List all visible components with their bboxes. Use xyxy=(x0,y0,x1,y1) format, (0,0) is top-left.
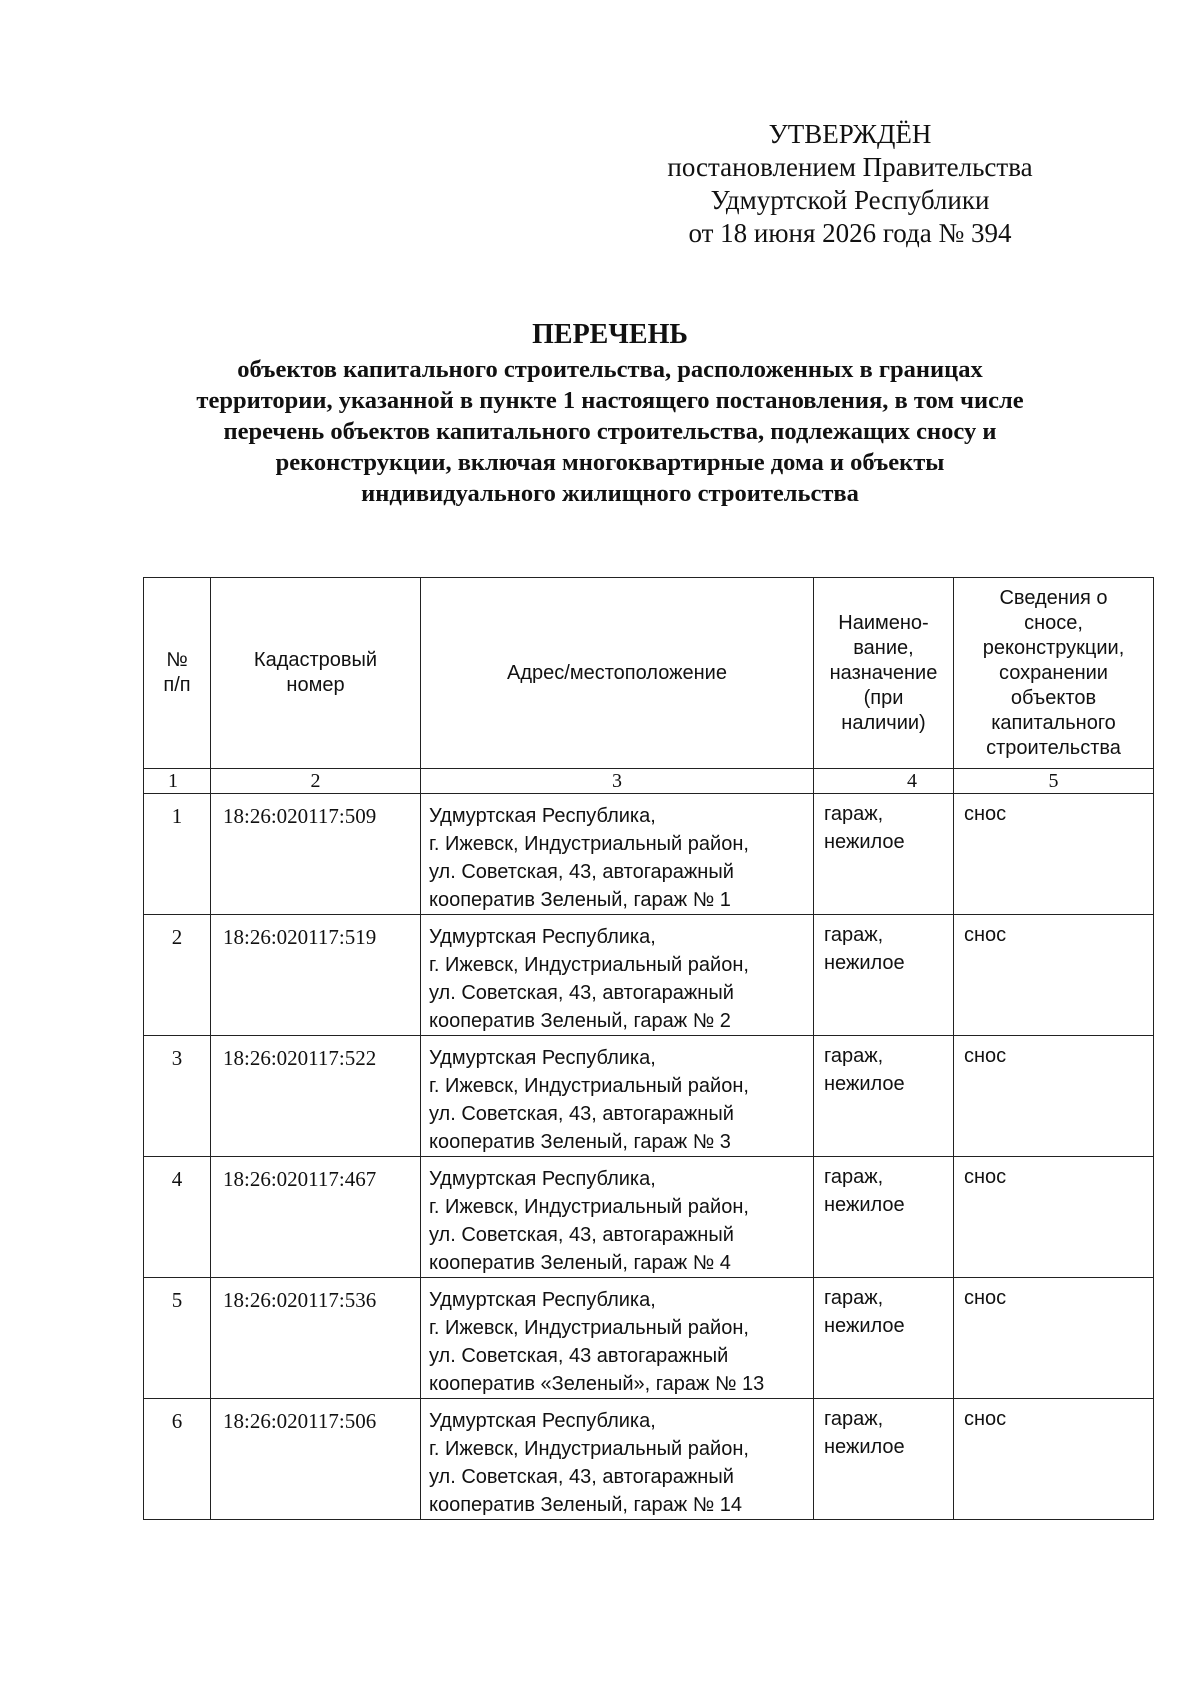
header-line: строительства xyxy=(986,736,1121,759)
address-line: кооператив Зеленый, гараж № 2 xyxy=(429,1010,731,1032)
address-line: Удмуртская Республика, xyxy=(429,1168,656,1190)
address-line: Удмуртская Республика, xyxy=(429,1047,656,1069)
status-cell: снос xyxy=(954,1278,1154,1399)
address-cell xyxy=(421,794,814,915)
address-line: г. Ижевск, Индустриальный район, xyxy=(429,1438,749,1460)
subtitle-line: территории, указанной в пункте 1 настоящего постановления, в том числе xyxy=(196,387,1024,414)
row-number: 1 xyxy=(144,794,211,915)
header-line: № xyxy=(166,649,188,671)
address-line: г. Ижевск, Индустриальный район, xyxy=(429,954,749,976)
kind-line: нежилое xyxy=(824,1194,905,1216)
status-cell: снос xyxy=(954,1036,1154,1157)
document-subtitle xyxy=(140,354,1080,509)
header-line: сносе, xyxy=(1024,611,1083,634)
kind-line: гараж, xyxy=(824,1166,884,1188)
column-number: 2 xyxy=(211,769,421,794)
address-cell xyxy=(421,1399,814,1520)
kind-line: нежилое xyxy=(824,1315,905,1337)
header-line: Адрес/местоположение xyxy=(507,661,727,684)
subtitle-line: реконструкции, включая многоквартирные дома и объекты xyxy=(275,449,945,476)
approval-line-4: от 18 июня 2026 года № 394 xyxy=(688,218,1012,248)
header-status xyxy=(954,578,1154,769)
subtitle-line: перечень объектов капитального строительства, подлежащих сносу и xyxy=(223,418,997,445)
address-cell xyxy=(421,1036,814,1157)
kind-line: гараж, xyxy=(824,1287,884,1309)
object-kind xyxy=(814,794,954,915)
header-line: Сведения о xyxy=(999,586,1108,609)
header-line: реконструкции, xyxy=(982,636,1125,659)
address-line: Удмуртская Республика, xyxy=(429,1410,656,1432)
table-row xyxy=(144,1036,1154,1157)
object-kind xyxy=(814,1278,954,1399)
address-line: г. Ижевск, Индустриальный район, xyxy=(429,833,749,855)
address-line: кооператив Зеленый, гараж № 4 xyxy=(429,1252,731,1274)
object-kind xyxy=(814,915,954,1036)
status-cell: снос xyxy=(954,915,1154,1036)
table-header-row xyxy=(144,578,1154,769)
address-line: г. Ижевск, Индустриальный район, xyxy=(429,1075,749,1097)
address-line: кооператив Зеленый, гараж № 14 xyxy=(429,1494,742,1516)
address-line: ул. Советская, 43, автогаражный xyxy=(429,1103,734,1125)
column-number: 5 xyxy=(954,769,1154,794)
header-line: п/п xyxy=(163,674,191,696)
objects-table xyxy=(143,577,1154,1520)
header-line: наличии) xyxy=(841,711,926,734)
object-kind xyxy=(814,1399,954,1520)
kind-line: нежилое xyxy=(824,1436,905,1458)
address-line: ул. Советская, 43 автогаражный xyxy=(429,1345,729,1367)
kind-line: гараж, xyxy=(824,1045,884,1067)
kind-line: нежилое xyxy=(824,831,905,853)
approval-stamp xyxy=(620,118,1080,250)
address-cell xyxy=(421,915,814,1036)
column-number: 3 xyxy=(421,769,814,794)
approval-line-3: Удмуртской Республики xyxy=(710,185,990,215)
subtitle-line: индивидуального жилищного строительства xyxy=(361,480,859,507)
header-line: Наимено- xyxy=(838,611,929,634)
status-cell: снос xyxy=(954,1399,1154,1520)
header-line: вание, xyxy=(853,636,914,659)
kind-line: гараж, xyxy=(824,924,884,946)
header-line: назначение xyxy=(829,661,938,684)
header-line: (при xyxy=(863,686,904,709)
address-line: Удмуртская Республика, xyxy=(429,805,656,827)
row-number: 5 xyxy=(144,1278,211,1399)
approval-line-1: УТВЕРЖДЁН xyxy=(768,119,932,149)
table-row xyxy=(144,915,1154,1036)
cadastral-number: 18:26:020117:509 xyxy=(211,794,421,915)
table-row xyxy=(144,1278,1154,1399)
kind-line: гараж, xyxy=(824,803,884,825)
status-cell: снос xyxy=(954,1157,1154,1278)
address-line: кооператив «Зеленый», гараж № 13 xyxy=(429,1373,765,1395)
column-number: 1 xyxy=(144,769,211,794)
row-number: 6 xyxy=(144,1399,211,1520)
kind-line: гараж, xyxy=(824,1408,884,1430)
document-title: ПЕРЕЧЕНЬ xyxy=(532,319,688,350)
kind-line: нежилое xyxy=(824,1073,905,1095)
header-line: Кадастровый xyxy=(253,649,378,671)
header-kind xyxy=(814,578,954,769)
table-row xyxy=(144,794,1154,915)
address-line: ул. Советская, 43, автогаражный xyxy=(429,861,734,883)
column-number: 4 xyxy=(814,769,954,794)
cadastral-number: 18:26:020117:519 xyxy=(211,915,421,1036)
address-cell xyxy=(421,1157,814,1278)
address-line: кооператив Зеленый, гараж № 1 xyxy=(429,889,731,911)
cadastral-number: 18:26:020117:522 xyxy=(211,1036,421,1157)
header-line: номер xyxy=(286,674,345,696)
row-number: 3 xyxy=(144,1036,211,1157)
object-kind xyxy=(814,1157,954,1278)
row-number: 4 xyxy=(144,1157,211,1278)
status-cell: снос xyxy=(954,794,1154,915)
header-line: капитального xyxy=(991,711,1116,734)
address-line: ул. Советская, 43, автогаражный xyxy=(429,982,734,1004)
header-line: объектов xyxy=(1010,686,1097,709)
column-number-row xyxy=(144,769,1154,794)
header-cadastral xyxy=(211,578,421,769)
table-row xyxy=(144,1399,1154,1520)
address-line: кооператив Зеленый, гараж № 3 xyxy=(429,1131,731,1153)
cadastral-number: 18:26:020117:467 xyxy=(211,1157,421,1278)
row-number: 2 xyxy=(144,915,211,1036)
header-address xyxy=(421,578,814,769)
subtitle-line: объектов капитального строительства, расположенных в границах xyxy=(237,356,983,383)
address-line: ул. Советская, 43, автогаражный xyxy=(429,1224,734,1246)
document-title-block xyxy=(140,318,1080,509)
address-line: ул. Советская, 43, автогаражный xyxy=(429,1466,734,1488)
address-line: г. Ижевск, Индустриальный район, xyxy=(429,1196,749,1218)
approval-line-2: постановлением Правительства xyxy=(667,152,1033,182)
address-cell xyxy=(421,1278,814,1399)
header-number xyxy=(144,578,211,769)
cadastral-number: 18:26:020117:536 xyxy=(211,1278,421,1399)
address-line: Удмуртская Республика, xyxy=(429,1289,656,1311)
kind-line: нежилое xyxy=(824,952,905,974)
table-row xyxy=(144,1157,1154,1278)
cadastral-number: 18:26:020117:506 xyxy=(211,1399,421,1520)
object-kind xyxy=(814,1036,954,1157)
table-body xyxy=(144,794,1154,1520)
address-line: Удмуртская Республика, xyxy=(429,926,656,948)
header-line: сохранении xyxy=(999,661,1108,684)
address-line: г. Ижевск, Индустриальный район, xyxy=(429,1317,749,1339)
